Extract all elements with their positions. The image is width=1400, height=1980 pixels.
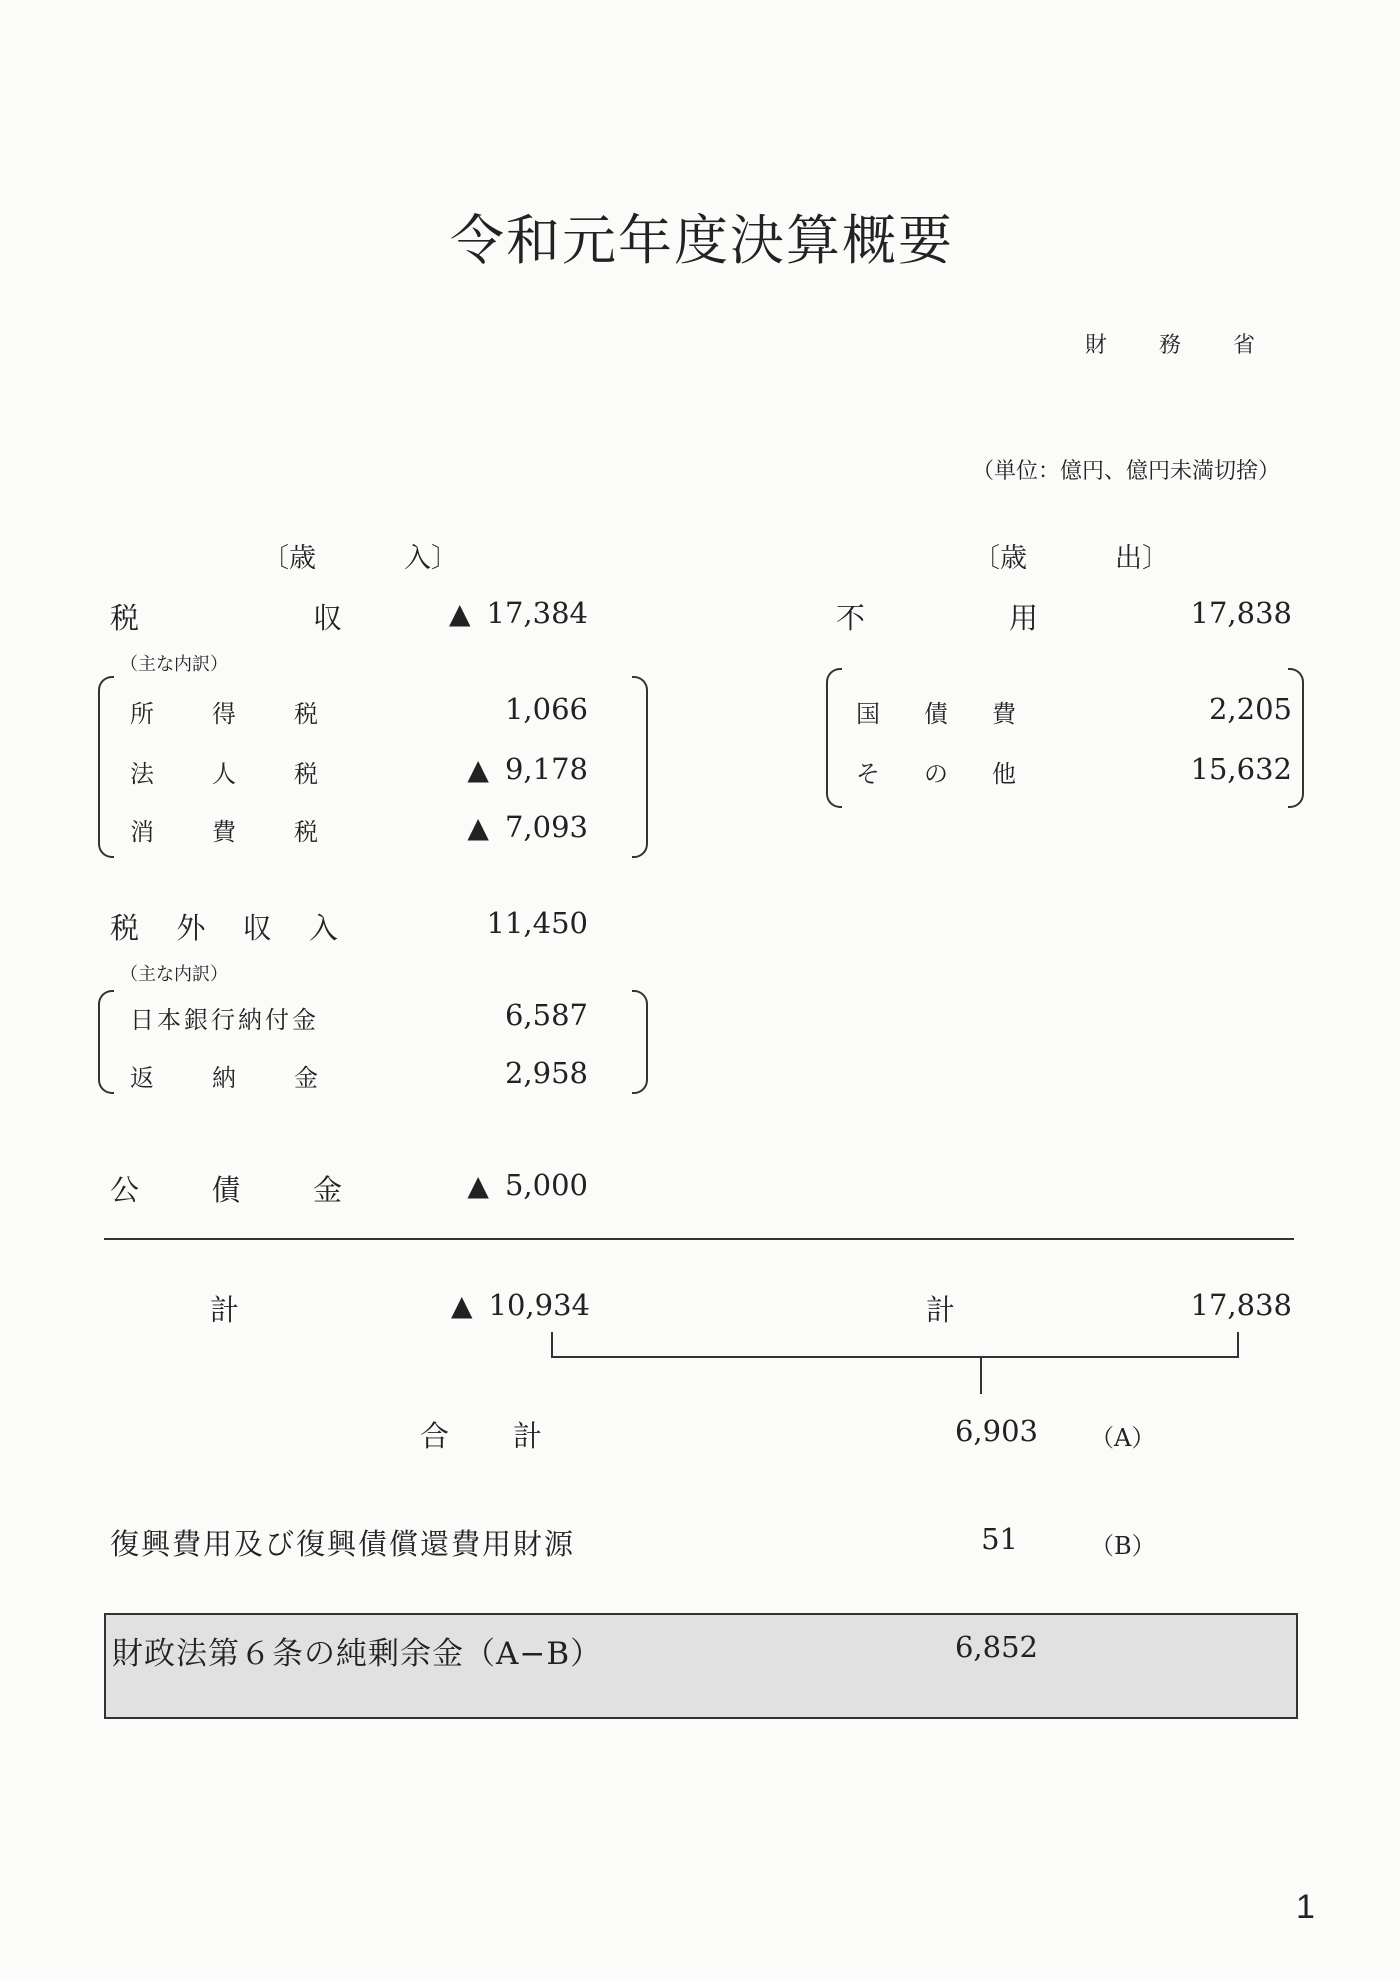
label-char: 外 xyxy=(176,911,206,945)
label-char: 費 xyxy=(212,818,236,846)
decrease-triangle-icon: ▲ xyxy=(467,811,489,844)
consumption-tax-label xyxy=(130,812,318,847)
reconstruction-value: 51 xyxy=(981,1522,1018,1556)
decrease-triangle-icon: ▲ xyxy=(450,1289,473,1322)
label-char: 不 xyxy=(836,601,866,635)
label-char: 得 xyxy=(212,700,236,728)
label-char: 費 xyxy=(992,700,1016,728)
revenue-total-value xyxy=(451,1288,590,1322)
bonds-label xyxy=(110,1168,342,1209)
tax-revenue-label xyxy=(110,596,342,637)
label-char: 合 xyxy=(420,1419,450,1453)
section-divider xyxy=(104,1238,1294,1240)
corporate-tax-label xyxy=(130,754,318,789)
connector-line xyxy=(1237,1332,1239,1358)
left-bracket xyxy=(98,990,114,1094)
value-text: 10,934 xyxy=(488,1288,590,1322)
label-char: 税 xyxy=(110,601,140,635)
label-char: 債 xyxy=(211,1173,241,1207)
label-char: そ xyxy=(856,760,880,788)
other-label xyxy=(856,754,1016,789)
net-surplus-label: 財政法第６条の純剰余金（A−B） xyxy=(112,1636,603,1672)
label-char: 法 xyxy=(130,760,154,788)
ministry-char: 務 xyxy=(1159,333,1182,358)
unit-note: （単位：億円、億円未満切捨） xyxy=(971,459,1280,484)
value-text: 9,178 xyxy=(504,752,588,786)
ministry-char: 財 xyxy=(1085,333,1108,358)
debt-service-value: 2,205 xyxy=(1208,692,1292,726)
decrease-triangle-icon: ▲ xyxy=(448,597,471,630)
nontax-revenue-label xyxy=(110,906,338,947)
right-bracket xyxy=(632,990,648,1094)
left-bracket xyxy=(98,676,114,858)
refund-label xyxy=(130,1058,318,1093)
label-char: 税 xyxy=(110,911,140,945)
boj-payment-label: 日本銀行納付金 xyxy=(130,1006,319,1034)
label-char: 人 xyxy=(212,760,236,788)
label-char: 返 xyxy=(130,1064,154,1092)
label-char: 税 xyxy=(294,818,318,846)
net-surplus-value: 6,852 xyxy=(954,1630,1038,1664)
debt-service-label xyxy=(856,694,1016,729)
decrease-triangle-icon: ▲ xyxy=(467,1169,489,1202)
label-char: 計 xyxy=(512,1419,542,1453)
income-tax-value: 1,066 xyxy=(504,692,588,726)
unused-value: 17,838 xyxy=(1190,596,1292,630)
nontax-revenue-value: 11,450 xyxy=(486,906,588,940)
revenue-heading-close: 入〕 xyxy=(404,543,458,574)
combined-total-label xyxy=(420,1414,542,1455)
tax-revenue-value xyxy=(449,596,588,630)
right-bracket xyxy=(1288,668,1304,808)
other-value: 15,632 xyxy=(1190,752,1292,786)
expenditure-heading-close: 出〕 xyxy=(1115,543,1169,574)
combined-total-marker: （A） xyxy=(1090,1424,1156,1452)
reconstruction-label: 復興費用及び復興債償還費用財源 xyxy=(110,1527,576,1561)
reconstruction-marker: （B） xyxy=(1090,1532,1156,1560)
label-char: 収 xyxy=(242,911,272,945)
label-char: の xyxy=(924,760,948,788)
expenditure-heading-open: 〔歳 xyxy=(973,543,1027,574)
nontax-breakdown-note: （主な内訳） xyxy=(120,964,228,985)
label-char: 消 xyxy=(130,818,154,846)
bonds-value xyxy=(467,1168,588,1202)
unused-label xyxy=(836,596,1038,637)
label-char: 国 xyxy=(856,700,880,728)
connector-line xyxy=(551,1332,553,1358)
value-text: 17,384 xyxy=(486,596,588,630)
label-char: 公 xyxy=(110,1173,140,1207)
expenditure-total-value: 17,838 xyxy=(1190,1288,1292,1322)
revenue-heading-open: 〔歳 xyxy=(262,543,316,574)
revenue-total-label: 計 xyxy=(210,1293,240,1327)
label-char: 他 xyxy=(992,760,1016,788)
page-title: 令和元年度決算概要 xyxy=(450,209,954,272)
label-char: 金 xyxy=(294,1064,318,1092)
value-text: 5,000 xyxy=(504,1168,588,1202)
page-number: 1 xyxy=(1296,1888,1315,1926)
left-bracket xyxy=(826,668,842,808)
combined-total-value: 6,903 xyxy=(954,1414,1038,1448)
label-char: 所 xyxy=(130,700,154,728)
label-char: 用 xyxy=(1008,601,1038,635)
consumption-tax-value xyxy=(467,810,588,844)
label-char: 税 xyxy=(294,760,318,788)
boj-payment-value: 6,587 xyxy=(504,998,588,1032)
label-char: 税 xyxy=(294,700,318,728)
ministry-name xyxy=(1085,328,1255,359)
label-char: 収 xyxy=(312,601,342,635)
corporate-tax-value xyxy=(467,752,588,786)
value-text: 7,093 xyxy=(504,810,588,844)
income-tax-label xyxy=(130,694,318,729)
ministry-char: 省 xyxy=(1233,333,1256,358)
expenditure-heading xyxy=(973,536,1169,575)
connector-line xyxy=(980,1356,982,1394)
revenue-heading xyxy=(262,536,458,575)
decrease-triangle-icon: ▲ xyxy=(467,753,489,786)
refund-value: 2,958 xyxy=(504,1056,588,1090)
right-bracket xyxy=(632,676,648,858)
label-char: 債 xyxy=(924,700,948,728)
label-char: 入 xyxy=(308,911,338,945)
label-char: 納 xyxy=(212,1064,236,1092)
tax-breakdown-note: （主な内訳） xyxy=(120,654,228,675)
expenditure-total-label: 計 xyxy=(926,1293,956,1327)
connector-line xyxy=(551,1356,1239,1358)
label-char: 金 xyxy=(312,1173,342,1207)
